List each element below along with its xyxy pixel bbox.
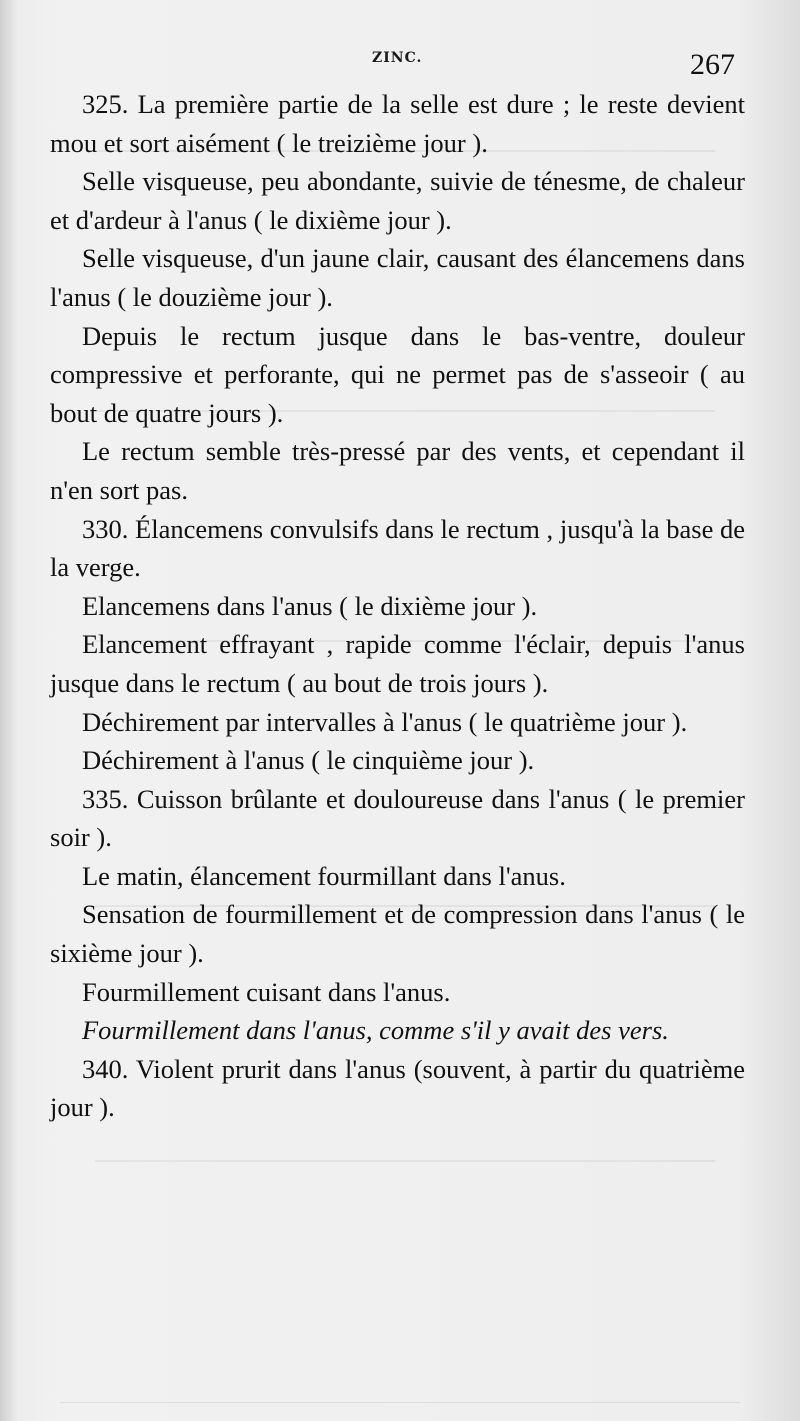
paragraph: Elancement effrayant , rapide comme l'éclair, depuis l'anus jusque dans le rectum ( au bout de trois jours ). xyxy=(50,629,745,698)
page-header xyxy=(0,48,800,81)
body-text xyxy=(50,85,745,1127)
paragraph: Sensation de fourmillement et de compression dans l'anus ( le sixième jour ). xyxy=(50,899,745,969)
page-number: 267 xyxy=(690,48,735,81)
running-head: ZINC. xyxy=(372,50,423,66)
paragraph: Fourmillement cuisant dans l'anus. xyxy=(82,976,451,1007)
paragraph-340: 340. Violent prurit dans l'anus (souvent, à partir du quatrième jour ). xyxy=(50,1053,745,1123)
paragraph: Déchirement par intervalles à l'anus ( le quatrième jour ). xyxy=(82,706,688,737)
paragraph: Le rectum semble très-pressé par des vents, et cependant il n'en sort pas. xyxy=(50,436,745,505)
paragraph: Depuis le rectum jusque dans le bas-ventre, douleur compressive et perforante, qui ne permet pas de s'asseoir ( au bout de quatre jours ). xyxy=(50,320,745,428)
paragraph: Le matin, élancement fourmillant dans l'anus. xyxy=(82,860,566,891)
paragraph: Selle visqueuse, peu abondante, suivie de ténesme, de chaleur et d'ardeur à l'anus ( le dixième jour ). xyxy=(50,166,745,235)
paragraph: Déchirement à l'anus ( le cinquième jour ). xyxy=(82,745,535,776)
paragraph-335: 335. Cuisson brûlante et douloureuse dans l'anus ( le premier soir ). xyxy=(50,783,745,853)
paragraph-italic: Fourmillement dans l'anus, comme s'il y avait des vers. xyxy=(82,1015,669,1046)
paragraph-330: 330. Élancemens convulsifs dans le rectum , jusqu'à la base de la verge. xyxy=(50,513,745,583)
paragraph-325: 325. La première partie de la selle est dure ; le reste devient mou et sort aisément ( le treizième jour ). xyxy=(50,89,745,158)
page-bottom-edge xyxy=(60,1402,740,1403)
paragraph: Selle visqueuse, d'un jaune clair, causant des élancemens dans l'anus ( le douzième jour ). xyxy=(50,243,745,312)
paragraph: Elancemens dans l'anus ( le dixième jour ). xyxy=(82,590,538,621)
